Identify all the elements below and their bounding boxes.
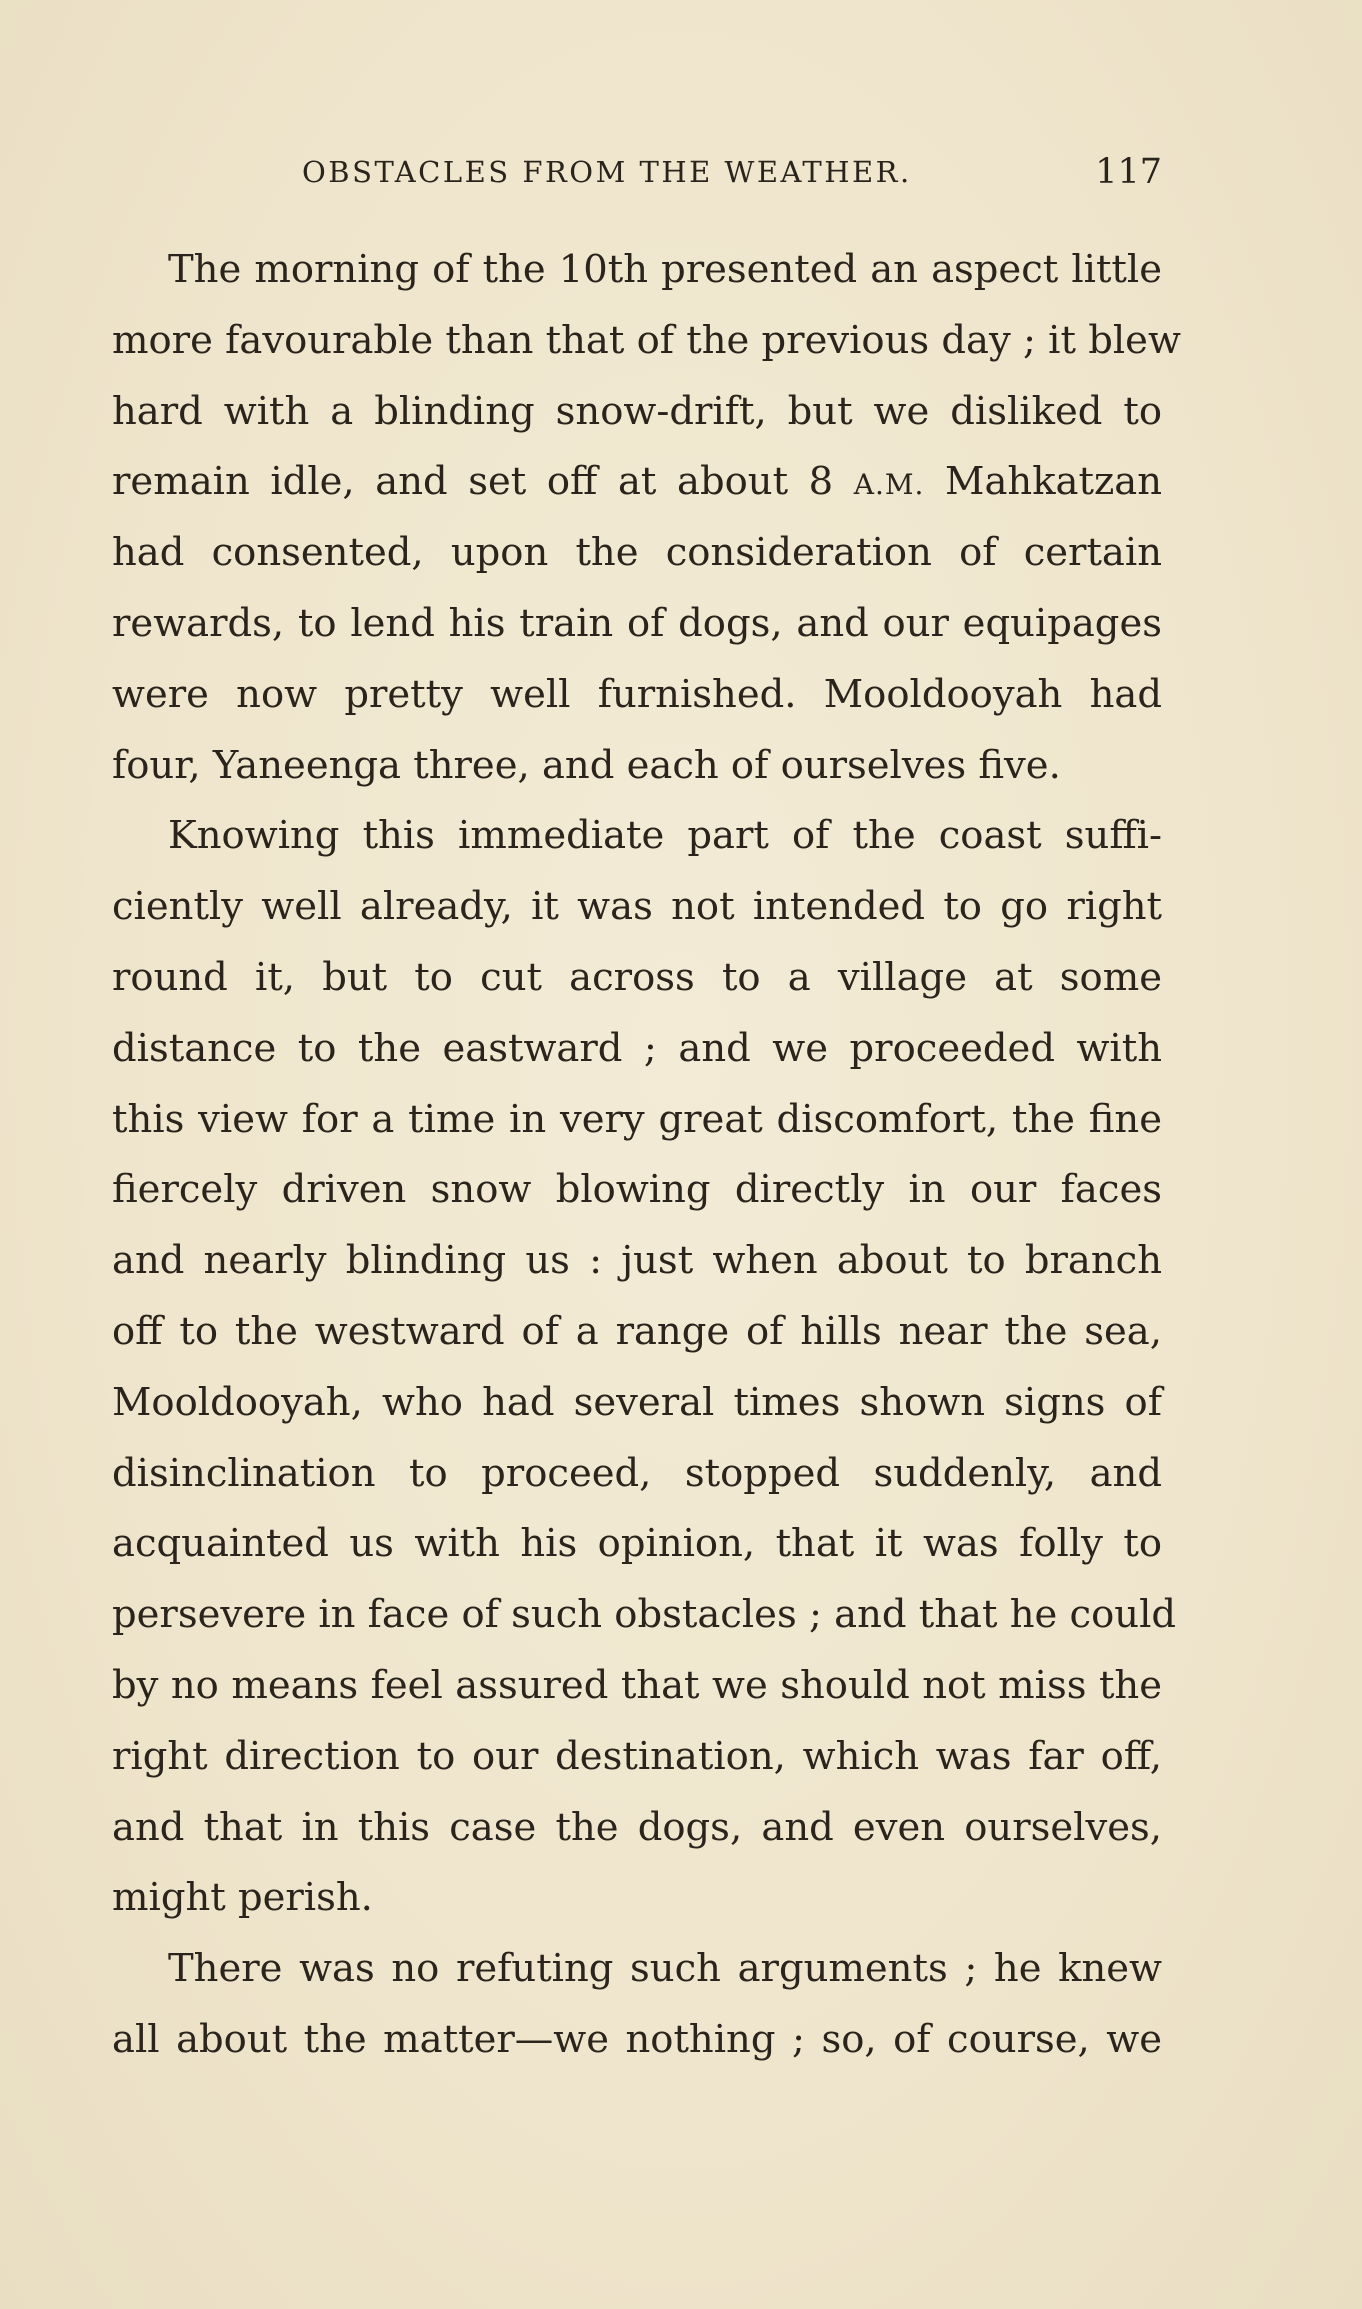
text-line: might perish. [112,1875,373,1921]
page-number: 117 [1095,152,1162,192]
text-line: The morning of the 10th presented an aspect little [168,247,1162,292]
text-line: round it, but to cut across to a village at some [112,954,1162,1000]
text-line: ciently well already, it was not intended to go right [112,884,1162,930]
text-line: were now pretty well furnished. Mooldooyah had [112,671,1162,717]
text-line: rewards, to lend his train of dogs, and our equipages [112,600,1162,646]
text-line: Knowing this immediate part of the coast suffi- [168,813,1162,859]
text-line: by no means feel assured that we should not miss the [112,1662,1162,1708]
text-line: more favourable than that of the previous day ; it blew [112,317,1181,363]
running-title: OBSTACLES FROM THE WEATHER. [302,155,912,189]
paragraph-1 [112,235,1181,801]
text-line: hard with a blinding snow-drift, but we disliked to [112,388,1162,434]
text-line-with-time [112,447,1162,518]
text-line: and that in this case the dogs, and even ourselves, [112,1804,1162,1850]
text-line: four, Yaneenga three, and each of ourselves five. [112,742,1061,788]
text-line: distance to the eastward ; and we proceeded with [112,1025,1162,1071]
text-line: this view for a time in very great discomfort, the fine [112,1096,1162,1142]
text-line: off to the westward of a range of hills near the sea, [112,1308,1162,1354]
text-segment: Mahkatzan [924,459,1162,505]
text-line: right direction to our destination, which was far off, [112,1733,1162,1779]
text-line: persevere in face of such obstacles ; and that he could [112,1592,1177,1638]
paragraph-2 [112,801,1177,1934]
text-line: fiercely driven snow blowing directly in our faces [112,1167,1162,1213]
text-line: and nearly blinding us : just when about to branch [112,1238,1162,1284]
body-text [112,235,1181,2076]
running-head [112,148,1162,196]
time-abbreviation: A.M. [853,468,925,502]
text-line: all about the matter—we nothing ; so, of course, we [112,2016,1162,2062]
text-line: acquainted us with his opinion, that it was folly to [112,1521,1162,1567]
text-line: had consented, upon the consideration of certain [112,530,1162,576]
text-segment: remain idle, and set off at about 8 [112,459,854,505]
text-line: disinclination to proceed, stopped suddenly, and [112,1450,1162,1496]
text-line: There was no refuting such arguments ; he knew [168,1946,1162,1992]
paragraph-3 [112,1934,1162,2076]
text-line: Mooldooyah, who had several times shown signs of [112,1379,1162,1425]
